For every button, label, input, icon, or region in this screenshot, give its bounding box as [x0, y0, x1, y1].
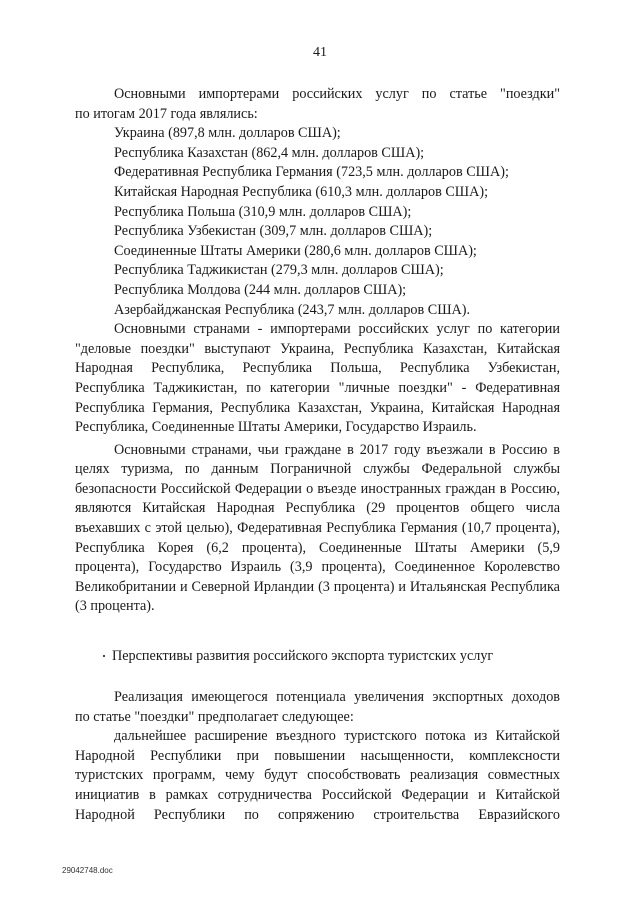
page-number: 41	[313, 45, 327, 60]
perspectives-intro-line1: Реализация имеющегося потенциала увеличения экспортных доходов	[114, 689, 560, 705]
footer-doc-code: 29042748.doc	[62, 866, 113, 875]
list-item: Китайская Народная Республика (610,3 млн. долларов США);	[114, 183, 489, 200]
importers-intro-line2: по итогам 2017 года являлись:	[75, 105, 258, 122]
importers-list	[75, 124, 560, 320]
paragraph-expansion: дальнейшее расширение въездного туристского потока из Китайской Народной Республики при повышении насыщенности, комплексности туристских программ, чему будут способствовать реализация совместных инициатив в рамках сотрудничества Российской Федерации и Китайской Народной Республики по сопряжению строительства Евразийского	[75, 728, 560, 823]
list-item: Республика Узбекистан (309,7 млн. долларов США);	[114, 223, 433, 240]
list-item: Соединенные Штаты Америки (280,6 млн. долларов США);	[114, 242, 477, 259]
list-item: Республика Таджикистан (279,3 млн. долларов США);	[114, 262, 444, 279]
paragraph-tourism: Основными странами, чьи граждане в 2017 году въезжали в Россию в целях туризма, по данным Пограничной службы Федеральной службы безопасности Российской Федерации о въезде иностранных граждан в Россию, являются Китайская Народная Республика (29 процентов общего числа въехавших с этой целью), Федеративная Республика Германия (10,7 процента), Республика Корея (6,2 процента), Соединенные Штаты Америки (5,9 процента), Государство Израиль (3,9 процента), Соединенное Королевство Великобритании и Северной Ирландии (3 процента) и Итальянская Республика (3 процента).	[75, 441, 560, 615]
list-item: Федеративная Республика Германия (723,5 млн. долларов США);	[114, 164, 509, 181]
list-item: Украина (897,8 млн. долларов США);	[114, 125, 341, 142]
section-perspectives	[75, 688, 560, 825]
list-item: Республика Польша (310,9 млн. долларов США);	[114, 203, 412, 220]
list-item: Республика Казахстан (862,4 млн. долларов США);	[114, 144, 425, 161]
heading-marker	[103, 655, 105, 657]
list-item: Республика Молдова (244 млн. долларов США);	[114, 281, 407, 298]
perspectives-intro-line2: по статье "поездки" предполагает следующее:	[75, 708, 354, 725]
importers-intro-line1: Основными импортерами российских услуг по статье "поездки"	[114, 86, 560, 102]
section-importers	[75, 85, 560, 617]
section-heading: Перспективы развития российского экспорта туристских услуг	[112, 648, 494, 664]
paragraph-categories: Основными странами - импортерами российских услуг по категории "деловые поездки" выступают Украина, Республика Казахстан, Китайская Народная Республика, Республика Польша, Республика Узбекистан, Республика Таджикистан, по категории "личные поездки" - Федеративная Республика Германия, Республика Казахстан, Украина, Китайская Народная Республика, Соединенные Штаты Америки, Государство Израиль.	[75, 321, 560, 436]
list-item: Азербайджанская Республика (243,7 млн. долларов США).	[114, 301, 471, 318]
